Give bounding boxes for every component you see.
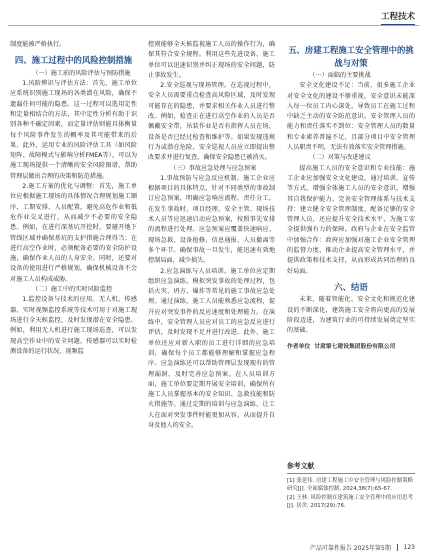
references-divider [287, 473, 415, 474]
subsection-heading: （二）施工中的实时风险监控 [32, 286, 113, 294]
paragraph: 1.事故预防与应急反应机制。施工企业应根据项目的具体特点，针对不同类型的事故制订应急预案，明确应急响应流程、责任分工。在发生事故时，项目经理、安全主管、现场技术人员等应迅速启动应急预案，按照事先安排的流程进行处理。应急预案应覆盖快速响应、现场急救、设备抢修、信息通报、人员撤离等多个环节。确保事故一旦发生，能迅速有效地控制局面，减少损失。 [148, 174, 275, 265]
paragraph: 1.风险辨识与评估方法：首先，施工单位应系统识别施工现场的各类潜在风险，确保不遗漏任何可能的隐患。这一过程可以选用定性和定量相结合的方法，其中定性分析有助于识别各种不确定因素，而定量评估则能具体衡量每个风险事件发生的概率及其可能带来的后果。此外，运用专业的风险评估工具（如风险矩阵、故障模式与影响分析FMEA等），可以为施工现场提供一个清晰的安全风险图谱，帮助管理层做出合理的决策和防范措施。 [10, 80, 137, 180]
footer-divider [397, 544, 398, 551]
column-1 [10, 40, 137, 357]
page-footer [310, 543, 415, 552]
header-divider [8, 25, 419, 26]
references [287, 462, 415, 510]
paragraph: 制度能被严格执行。 [10, 41, 66, 48]
reference-item: [2] 王林. 风险控制在建筑施工安全管理中的应用思考[J]. 居舍, 2017(29):76. [287, 494, 413, 509]
section-heading: 五、房建工程施工安全管理中的挑战与对策 [288, 45, 414, 68]
references-title: 参考文献 [287, 462, 315, 470]
subsection-heading: （三）事故应急处理与应急预案 [170, 164, 257, 172]
column-2 [148, 40, 275, 431]
paragraph: 安全文化建设不足：当前，很多施工企业对安全文化的建设不够重视，安全意识未能深入每一位员工内心深处。导致员工在施工过程中缺乏主动的安全防范意识。安全管理人员的能力和责任落实不到位：安全管理人员的数量和专业素养普遍不足，且部分项目中安全管理人员职责不明，无法有效落实安全管理措施。 [287, 82, 415, 152]
paragraph: 2.安全巡视与现场管理。在巡视过程中，安全人员需要重点检查高风险区域，及时发现可能存在的隐患，并要求相关作业人员进行整改。例如，检查正在进行高空作业的人员是否佩戴安全带，吊装作业是否有指挥人员在场，设备是否已经过检查和维护等。如果发现违规行为或潜在危险，安全巡视人员应立即提出整改要求并进行复查，确保安全隐患已被消灭。 [148, 82, 275, 162]
paragraph: 控则能够全天候监视施工人员的操作行为，确保其符合安全规程。利用这些先进设备，施工单位可以迅速识别并纠正现场的安全问题，防止事故发生。 [148, 41, 275, 79]
section-heading: 四、施工过程中的风险控制措施 [14, 55, 133, 66]
paragraph: 提高施工人员的安全意识和专业技能：施工企业应加强安全文化建设，通过培训、宣传等方式，增强全体施工人员的安全意识，增强其自我保护能力。完善安全管理体系与技术支持：建立健全安全管理制度，配备足够的安全管理人员，还应提升安全技术水平，为施工安全提供强有力的保障。政府与企业在安全监管中加强合作：政府应加强对施工企业安全管理的监督力度，推动企业提高安全管理水平，并提供政策和技术支持，从而形成共同治理的良好局面。 [287, 164, 415, 275]
subsection-heading: （一）面临的主要挑战 [309, 72, 371, 79]
author-label: 作者单位 [287, 343, 311, 350]
subsection-heading: （二）对策与改进建议 [309, 154, 371, 162]
page-number: 123 [403, 544, 415, 551]
paragraph: 1.监控设备与技术的应用。无人机、传感器、实时视频监控系统等技术可用于对施工现场进行全天候监控，及时发现潜在安全隐患。例如，利用无人机进行施工现场巡查，可以发现高空作业中的安全问题，传感器可以实时检测设备的运行状况，视频监 [10, 296, 137, 355]
author-value: 甘肃第七建设集团股份有限公司 [314, 343, 396, 350]
section-tag: 工程技术 [381, 10, 415, 25]
paragraph: 未来，随着智能化、安全文化和规范化建设的不断深化，建筑施工安全将向更高的发展阶段迈进，为建筑行业的可持续发展奠定坚实的基础。 [287, 296, 415, 335]
section-heading: 六、结语 [334, 281, 368, 292]
reference-item: [1] 张延伟. 房建工程施工中安全管理与风险控制策略研究[J]. 全面腐蚀控制, 2024,38(7):65-67. [287, 478, 413, 493]
subsection-heading: （一）施工前的风险评估与预防措施 [32, 69, 131, 77]
journal-name: 产品可靠性报告 2025年第5期 [309, 545, 391, 552]
author-affiliation [287, 343, 415, 352]
paragraph: 2.施工方案的优化与调整：首先，施工单位应根据施工现场的具体情况合理规划施工顺序、工期安排、人员配置，避免高危作业和低危作业交叉进行，从而减少不必要的安全隐患。例如，在进行深基坑开挖时，要避开地下管线区域并确保基坑的支护措施合理得当；在进行高空作业时，必须配备必要的安全防护设施，确保作业人员的人身安全。同时，还要对设备的使用进行严格规划，确保机械设备不会对施工人员构成威胁。 [10, 183, 137, 283]
paragraph: 2.应急演练与人员培训。施工单位应定期组织应急演练，模拟突发事故的处理过程，包括火灾、坍方、爆炸等常见的施工事故应急处理。通过演练，施工人员能熟悉应急流程，提升应对突发事件的反应速度和处理能力。在演练中，安全管理人员应对员工的应急反应进行评估，及时发现不足并进行改进。此外，施工单位还应对新入职的员工进行详细的应急培训，确保每个员工都能够理解和掌握应急程序。应急演练还可以帮助管理层发现现有的管理漏洞，及时完善应急预案。在人员培训方面，施工单位要定期开展安全培训，确保所有施工人员掌握基本的安全知识、急救技能和防火措施等。通过定期的培训与应急演练，让工人在面对突发事件时能更加从容，从而提升自身及他人的安全。 [148, 267, 275, 429]
column-3 [287, 40, 415, 351]
